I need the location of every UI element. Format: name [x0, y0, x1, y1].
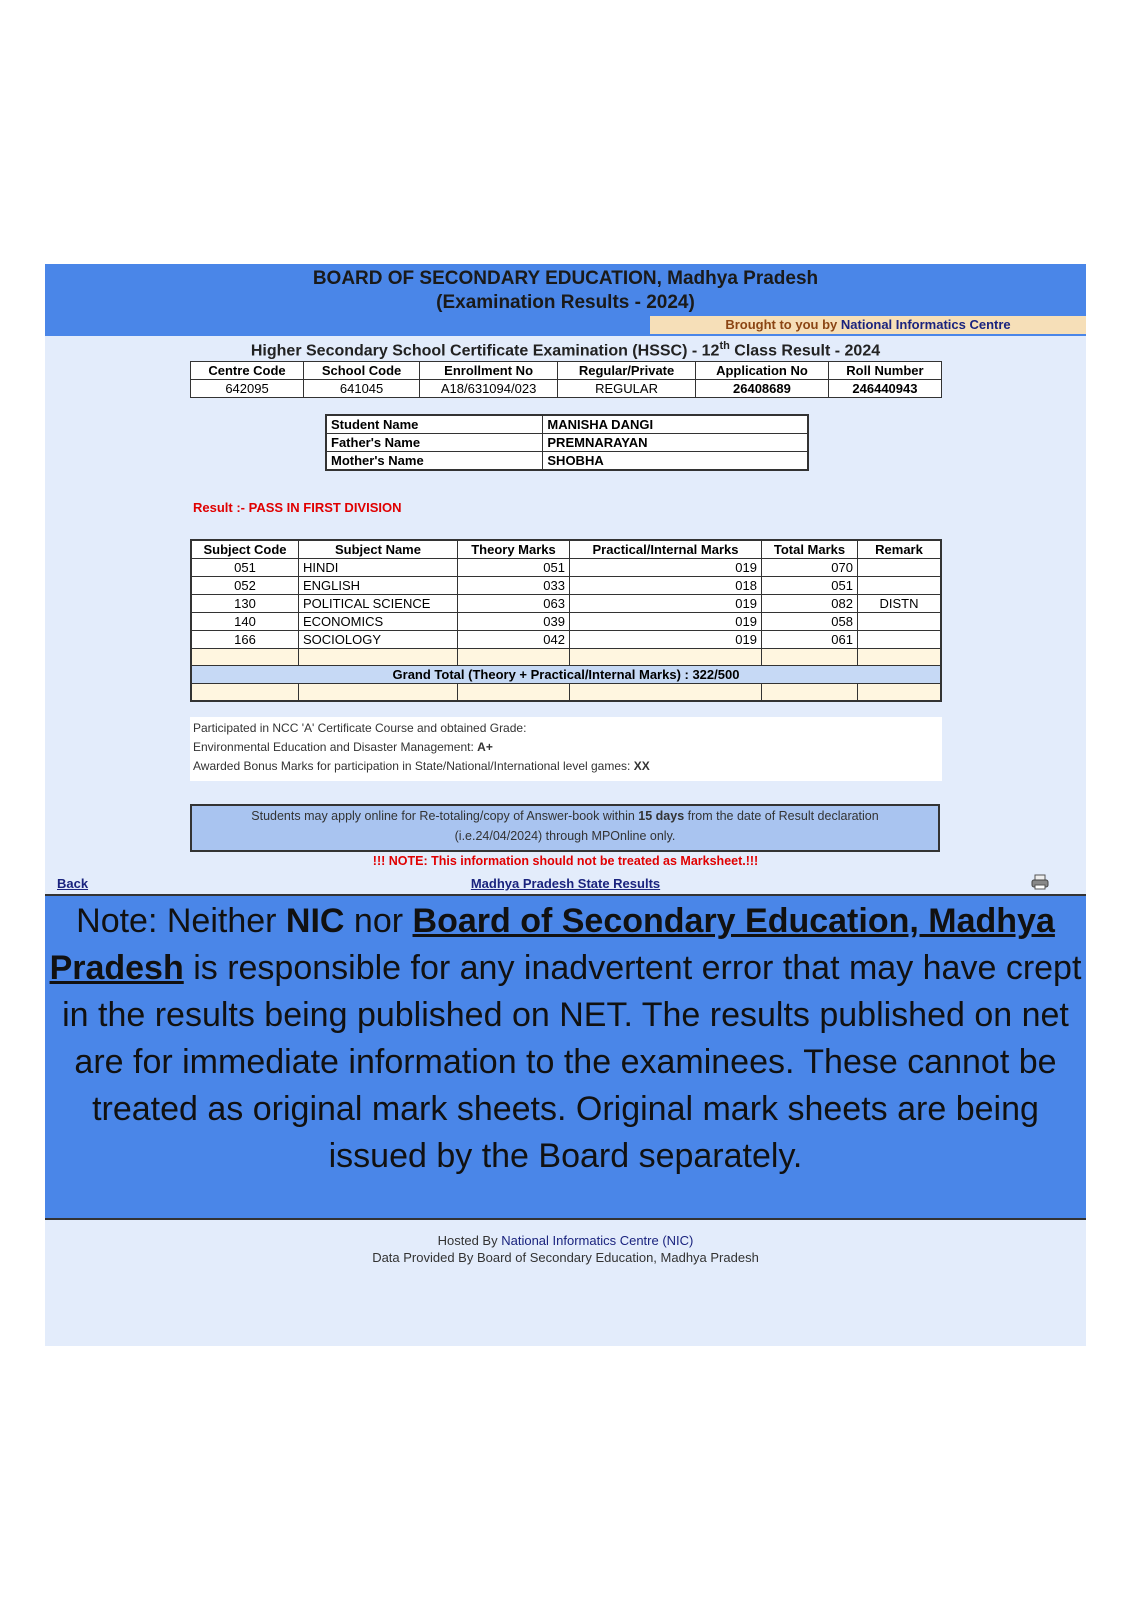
- blank-cell: [191, 649, 299, 666]
- subject-code: 166: [191, 631, 299, 649]
- back-link[interactable]: Back: [57, 876, 89, 891]
- blank-cell: [458, 649, 570, 666]
- father-name-value: PREMNARAYAN: [543, 434, 808, 452]
- table-row: [191, 613, 941, 631]
- theory-marks: 051: [458, 559, 570, 577]
- exam-title: [45, 340, 1086, 360]
- theory-marks: 042: [458, 631, 570, 649]
- remark: [858, 631, 942, 649]
- retotaling-line2: (i.e.24/04/2024) through MPOnline only.: [454, 829, 676, 843]
- header-bar: [45, 264, 1086, 336]
- info-header: Enrollment No: [420, 362, 558, 380]
- student-name-table: [325, 414, 809, 471]
- exam-title-pre: Higher Secondary School Certificate Examination (HSSC) - 12: [250, 342, 720, 360]
- marks-header: Remark: [858, 540, 942, 559]
- marks-header: Practical/Internal Marks: [570, 540, 762, 559]
- grand-total: Grand Total (Theory + Practical/Internal Marks) : 322/500: [191, 666, 941, 684]
- table-row: [191, 559, 941, 577]
- student-name-label: Student Name: [326, 415, 543, 434]
- env-label: Environmental Education and Disaster Management:: [193, 740, 474, 754]
- subject-code: 052: [191, 577, 299, 595]
- marks-header: Theory Marks: [458, 540, 570, 559]
- info-header: School Code: [304, 362, 420, 380]
- total-marks: 051: [762, 577, 858, 595]
- table-row: [191, 631, 941, 649]
- marks-header: Total Marks: [762, 540, 858, 559]
- hosted-by-prefix: Hosted By: [437, 1233, 498, 1248]
- info-value-row: [191, 380, 942, 398]
- exam-results-title: (Examination Results - 2024): [436, 292, 695, 313]
- subject-name: POLITICAL SCIENCE: [299, 595, 458, 613]
- marks-header: Subject Code: [191, 540, 299, 559]
- enrollment-no: A18/631094/023: [420, 380, 558, 398]
- table-row: [191, 595, 941, 613]
- candidate-info-table: [190, 361, 942, 398]
- brought-by-prefix: Brought to you by: [725, 317, 838, 332]
- subject-name: ENGLISH: [299, 577, 458, 595]
- mother-name-row: [326, 452, 808, 471]
- retotaling-notice: [190, 804, 940, 852]
- remark: [858, 613, 942, 631]
- blank-cell: [299, 649, 458, 666]
- marks-header: Subject Name: [299, 540, 458, 559]
- total-marks: 070: [762, 559, 858, 577]
- total-marks: 082: [762, 595, 858, 613]
- blank-cell: [191, 684, 299, 702]
- info-header: Application No: [696, 362, 829, 380]
- disclaimer-text-2: nor: [344, 902, 413, 940]
- roll-number: 246440943: [828, 380, 941, 398]
- remark: [858, 559, 942, 577]
- info-header: Regular/Private: [558, 362, 696, 380]
- disclaimer-nic: NIC: [285, 902, 345, 940]
- subject-code: 130: [191, 595, 299, 613]
- disclaimer-board: Board of Secondary Education, Madhya Pradesh: [49, 902, 1055, 987]
- brought-by-org: National Informatics Centre: [840, 317, 1011, 332]
- printer-icon[interactable]: [1031, 874, 1049, 890]
- retotaling-days: 15 days: [638, 809, 685, 823]
- theory-marks: 063: [458, 595, 570, 613]
- remark: DISTN: [858, 595, 942, 613]
- bonus-line: [193, 757, 939, 776]
- school-code: 641045: [304, 380, 420, 398]
- exam-title-post: Class Result - 2024: [729, 342, 881, 360]
- practical-marks: 019: [570, 631, 762, 649]
- ncc-line: Participated in NCC 'A' Certificate Course and obtained Grade:: [193, 721, 527, 735]
- subject-code: 051: [191, 559, 299, 577]
- grand-total-row: [191, 666, 941, 684]
- father-name-row: [326, 434, 808, 452]
- blank-cell: [570, 649, 762, 666]
- hosted-by-line: [45, 1232, 1086, 1249]
- exam-title-sup: th: [719, 340, 730, 352]
- regular-private: REGULAR: [558, 380, 696, 398]
- board-title: BOARD OF SECONDARY EDUCATION, Madhya Pradesh: [312, 268, 819, 289]
- footer: [45, 1232, 1086, 1266]
- env-line: [193, 738, 939, 757]
- student-name-value: MANISHA DANGI: [543, 415, 808, 434]
- blank-row: [191, 649, 941, 666]
- result-status: Result :- PASS IN FIRST DIVISION: [193, 500, 402, 515]
- centre-code: 642095: [191, 380, 304, 398]
- total-marks: 061: [762, 631, 858, 649]
- father-name-label: Father's Name: [326, 434, 543, 452]
- disclaimer-panel: [45, 894, 1086, 1220]
- info-header: Roll Number: [828, 362, 941, 380]
- practical-marks: 019: [570, 613, 762, 631]
- retotaling-pre: Students may apply online for Re-totaling/copy of Answer-book within: [251, 809, 639, 823]
- brought-by-banner: [650, 316, 1086, 334]
- extra-info-box: [190, 717, 942, 781]
- remark: [858, 577, 942, 595]
- subject-name: SOCIOLOGY: [299, 631, 458, 649]
- mother-name-value: SHOBHA: [543, 452, 808, 471]
- result-page: [45, 264, 1086, 1346]
- blank-cell: [299, 684, 458, 702]
- state-results-container: [45, 876, 1086, 891]
- practical-marks: 018: [570, 577, 762, 595]
- theory-marks: 033: [458, 577, 570, 595]
- retotaling-line1: [192, 806, 938, 826]
- bonus-value: XX: [633, 759, 650, 773]
- disclaimer-text-3: is responsible for any inadvertent error that may have crept in the results being published on NET. The results published on net are for immediate information to the examinees. These cannot be treated as original mark sheets. Original mark sheets are being issued by the Board separately.: [62, 949, 1082, 1175]
- data-provided-line: Data Provided By Board of Secondary Education, Madhya Pradesh: [372, 1250, 759, 1265]
- blank-cell: [858, 649, 942, 666]
- blank-row: [191, 684, 941, 702]
- marks-table: [190, 539, 942, 702]
- total-marks: 058: [762, 613, 858, 631]
- info-header-row: [191, 362, 942, 380]
- bonus-label: Awarded Bonus Marks for participation in State/National/International level games:: [193, 759, 631, 773]
- retotaling-post: from the date of Result declaration: [684, 809, 879, 823]
- theory-marks: 039: [458, 613, 570, 631]
- blank-cell: [858, 684, 942, 702]
- marks-header-row: [191, 540, 941, 559]
- application-no: 26408689: [696, 380, 829, 398]
- marksheet-note: !!! NOTE: This information should not be treated as Marksheet.!!!: [372, 854, 759, 868]
- state-results-link[interactable]: Madhya Pradesh State Results: [470, 876, 661, 891]
- hosted-by-org: National Informatics Centre (NIC): [501, 1233, 694, 1248]
- info-header: Centre Code: [191, 362, 304, 380]
- student-name-row: [326, 415, 808, 434]
- table-row: [191, 577, 941, 595]
- blank-cell: [458, 684, 570, 702]
- mother-name-label: Mother's Name: [326, 452, 543, 471]
- blank-cell: [762, 684, 858, 702]
- practical-marks: 019: [570, 559, 762, 577]
- subject-name: ECONOMICS: [299, 613, 458, 631]
- blank-cell: [762, 649, 858, 666]
- blank-cell: [570, 684, 762, 702]
- env-grade: A+: [477, 740, 493, 754]
- subject-name: HINDI: [299, 559, 458, 577]
- disclaimer-text-1: Note: Neither: [76, 902, 286, 940]
- practical-marks: 019: [570, 595, 762, 613]
- subject-code: 140: [191, 613, 299, 631]
